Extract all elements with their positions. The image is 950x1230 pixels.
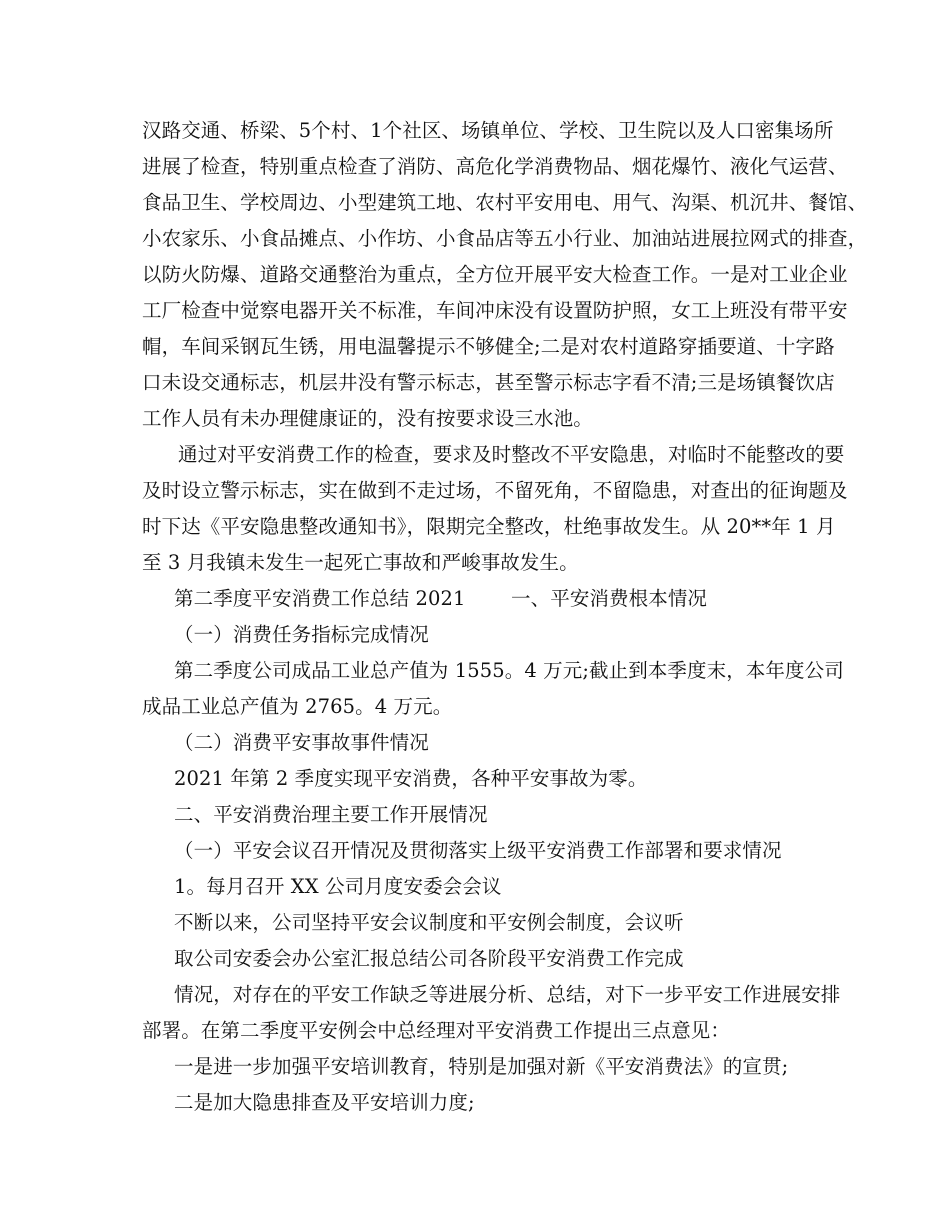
paragraph-line: 汉路交通、桥梁、5个村、1个社区、场镇单位、学校、卫生院以及人口密集场所 (142, 119, 834, 142)
opinion-item: 二是加大隐患排查及平安培训力度; (174, 1091, 475, 1114)
subsection-heading: （一）消费任务指标完成情况 (174, 623, 429, 646)
paragraph-line: 取公司安委会办公室汇报总结公司各阶段平安消费工作完成 (174, 947, 684, 970)
section-heading: 第二季度平安消费工作总结 2021 一、平安消费根本情况 (174, 587, 708, 610)
paragraph-line: 成品工业总产值为 2765。4 万元。 (142, 695, 453, 718)
opinion-item: 一是进一步加强平安培训教育，特别是加强对新《平安消费法》的宣贯; (174, 1055, 789, 1078)
paragraph-line: 不断以来，公司坚持平安会议制度和平安例会制度，会议听 (174, 911, 684, 934)
paragraph-line: 第二季度公司成品工业总产值为 1555。4 万元;截止到本季度末，本年度公司 (174, 659, 844, 682)
paragraph-line: 食品卫生、学校周边、小型建筑工地、农村平安用电、用气、沟渠、机沉井、餐馆、 (142, 191, 868, 214)
subsection-heading: （一）平安会议召开情况及贯彻落实上级平安消费工作部署和要求情况 (174, 839, 782, 862)
list-item-heading: 1。每月召开 XX 公司月度安委会会议 (174, 875, 502, 898)
paragraph-line: 口未设交通标志，机层井没有警示标志，甚至警示标志字看不清;三是场镇餐饮店 (142, 371, 835, 394)
paragraph-line: 工厂检查中觉察电器开关不标准，车间冲床没有设置防护照，女工上班没有带平安 (142, 299, 848, 322)
paragraph-line: 2021 年第 2 季度实现平安消费，各种平安事故为零。 (174, 767, 648, 790)
paragraph-line: 通过对平安消费工作的检查，要求及时整改不平安隐患，对临时不能整改的要 (178, 443, 845, 466)
section-heading: 二、平安消费治理主要工作开展情况 (174, 803, 488, 826)
paragraph-line: 时下达《平安隐患整改通知书》，限期完全整改，杜绝事故发生。从 20**年 1 月 (142, 515, 836, 538)
paragraph-line: 至 3 月我镇未发生一起死亡事故和严峻事故发生。 (142, 551, 579, 574)
paragraph-line: 情况，对存在的平安工作缺乏等进展分析、总结，对下一步平安工作进展安排 (174, 983, 841, 1006)
paragraph-line: 帽，车间采钢瓦生锈，用电温馨提示不够健全;二是对农村道路穿插要道、十字路 (142, 335, 835, 358)
subsection-heading: （二）消费平安事故事件情况 (174, 731, 429, 754)
paragraph-line: 小农家乐、小食品摊点、小作坊、小食品店等五小行业、加油站进展拉网式的排查， (142, 227, 868, 250)
paragraph-line: 及时设立警示标志，实在做到不走过场，不留死角，不留隐患，对查出的征询题及 (142, 479, 848, 502)
paragraph-line: 进展了检查，特别重点检查了消防、高危化学消费物品、烟花爆竹、液化气运营、 (142, 155, 848, 178)
paragraph-line: 部署。在第二季度平安例会中总经理对平安消费工作提出三点意见： (142, 1019, 731, 1042)
paragraph-line: 工作人员有未办理健康证的，没有按要求设三水池。 (142, 407, 593, 430)
paragraph-line: 以防火防爆、道路交通整治为重点，全方位开展平安大检查工作。一是对工业企业 (142, 263, 848, 286)
